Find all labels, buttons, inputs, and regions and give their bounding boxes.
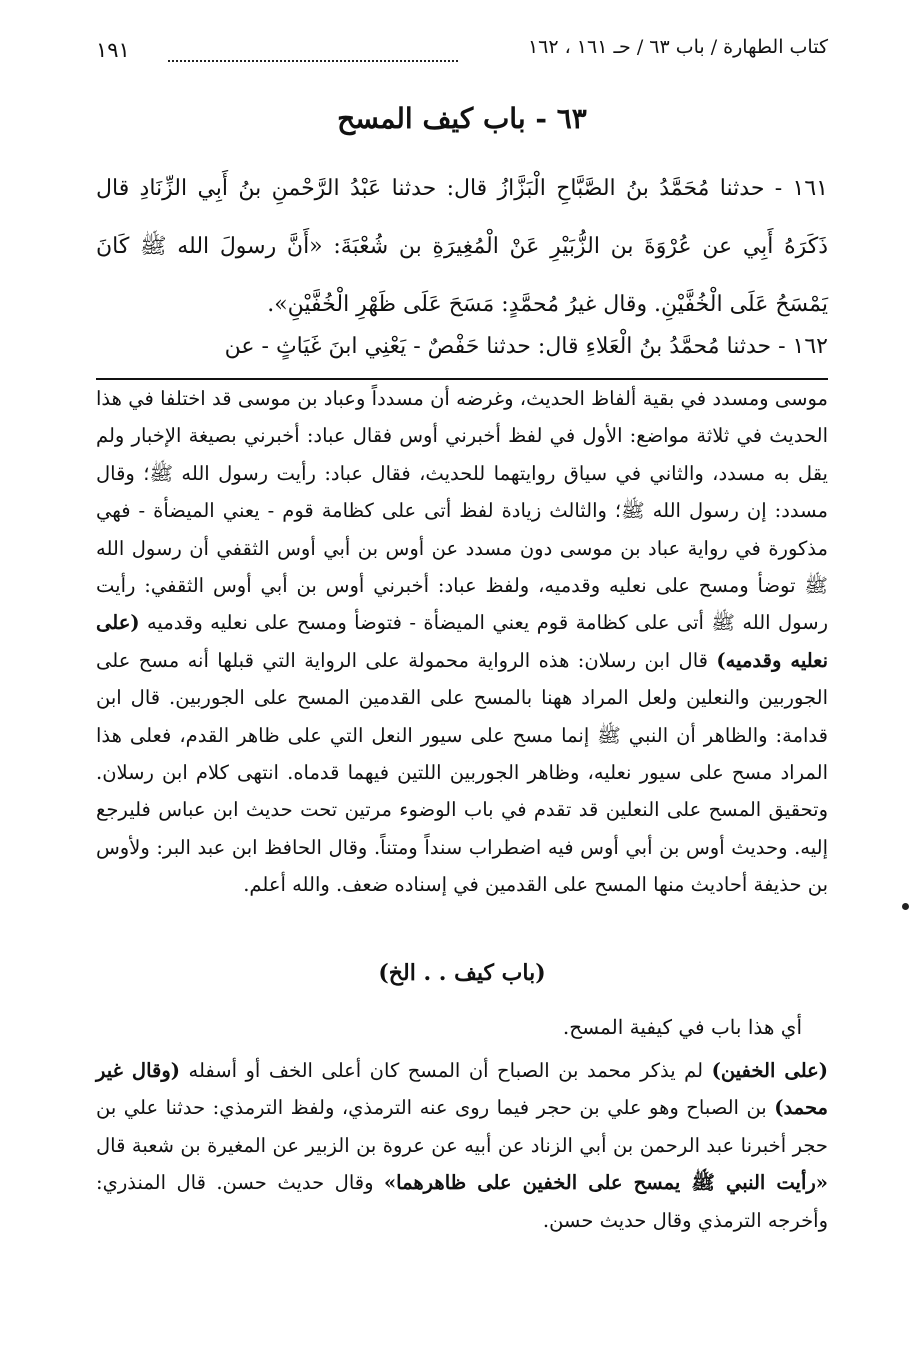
hadith-161-text: ١٦١ - حدثنا مُحَمَّدُ بنُ الصَّبَّاحِ الْبَزَّازُ قال: حدثنا عَبْدُ الرَّحْمنِ بنُ أَبِي الزِّنَادِ قال ذَكَرَهُ أَبِي عن عُرْوَةَ بن الزُّبَيْرِ عَنْ الْمُغِيرَةِ بن شُعْبَةَ: «أَنَّ رسولَ الله ﷺ كَانَ يَمْسَحُ عَلَى الْخُفَّيْنِ. وقال غيرُ مُحمَّدٍ: مَسَحَ عَلَى ظَهْرِ الْخُفَّيْنِ». [96, 176, 828, 317]
notes-block [96, 1052, 828, 1239]
margin-dot [902, 903, 909, 910]
chapter-title: ٦٣ - باب كيف المسح [337, 102, 587, 135]
commentary-bold-phrase: (على نعليه وقدميه) [96, 611, 829, 672]
notes-text-c: وقال حديث حسن. قال المنذري: وأخرجه الترمذي وقال حديث حسن. [96, 1171, 828, 1232]
notes-text-a: لم يذكر محمد بن الصباح أن المسح كان أعلى الخف أو أسفله [180, 1059, 712, 1082]
hadith-162-text: ١٦٢ - حدثنا مُحمَّدُ بنُ الْعَلاءِ قال: حدثنا حَفْصٌ - يَعْنِي ابنَ غَيَاثٍ - عن [224, 334, 828, 359]
section-heading: (باب كيف . . الخ) [378, 960, 546, 986]
notes-text-b: بن الصباح وهو علي بن حجر فيما روى عنه الترمذي، ولفظ الترمذي: حدثنا علي بن حجر أخبرنا عبد الرحمن بن أبي الزناد عن أبيه عن عروة بن الزبير عن المغيرة بن شعبة قال [96, 1096, 828, 1157]
page-number: ١٩١ [96, 38, 130, 62]
section-explanation: أي هذا باب في كيفية المسح. [562, 1015, 802, 1039]
header-leader-dots [168, 60, 458, 62]
notes-bold-b: (وقال غير محمد) [96, 1059, 828, 1120]
commentary-text-2: قال ابن رسلان: هذه الرواية محمولة على الرواية التي قبلها أنه مسح على الجوربين والنعلين ولعل المراد ههنا بالمسح على القدمين المسح على الجوربين. قال ابن قدامة: والظاهر أن النبي ﷺ إنما مسح على سيور النعل التي على ظاهر القدم، فعلى هذا المراد مسح على سيور نعليه، وظاهر الجوربين اللتين فيهما قدماه. انتهى كلام ابن رسلان. وتحقيق المسح على النعلين قد تقدم في باب الوضوء مرتين تحت حديث ابن عباس فليرجع إليه. وحديث أوس بن أبي أوس فيه اضطراب سنداً ومتناً. وقال الحافظ ابن عبد البر: ولأوس بن حذيفة أحاديث منها المسح على القدمين في إسناده ضعف. والله أعلم. [96, 648, 828, 897]
hadith-161 [96, 160, 828, 334]
commentary-text-1: موسى ومسدد في بقية ألفاظ الحديث، وغرضه أن مسدداً وعباد بن موسى قد اختلفا في هذا الحديث في ثلاثة مواضع: الأول في لفظ أخبرني أوس فقال عباد: أخبرني بصيغة الإخبار ولم يقل به مسدد، والثاني في سياق روايتهما للحديث، فقال عباد: رأيت رسول الله ﷺ؛ وقال مسدد: إن رسول الله ﷺ؛ والثالث زيادة لفظ أتى على كظامة قوم - يعني الميضأة - فهي مذكورة في رواية عباد بن موسى دون مسدد عن أوس بن أبي أوس الثقفي أن رسول الله ﷺ توضأ ومسح على نعليه وقدميه، ولفظ عباد: أخبرني أوس بن أبي أوس الثقفي: رأيت رسول الله ﷺ أتى على كظامة قوم يعني الميضأة - فتوضأ ومسح على نعليه وقدميه [96, 387, 828, 635]
running-header [96, 28, 828, 70]
hadith-162 [96, 318, 828, 376]
commentary-block [96, 380, 828, 904]
notes-bold-a: (على الخفين) [711, 1059, 829, 1082]
running-title: كتاب الطهارة / باب ٦٣ / حـ ١٦١ ، ١٦٢ [527, 36, 828, 58]
notes-bold-c: «رأيت النبي ﷺ يمسح على الخفين على ظاهرهما» [383, 1171, 828, 1195]
